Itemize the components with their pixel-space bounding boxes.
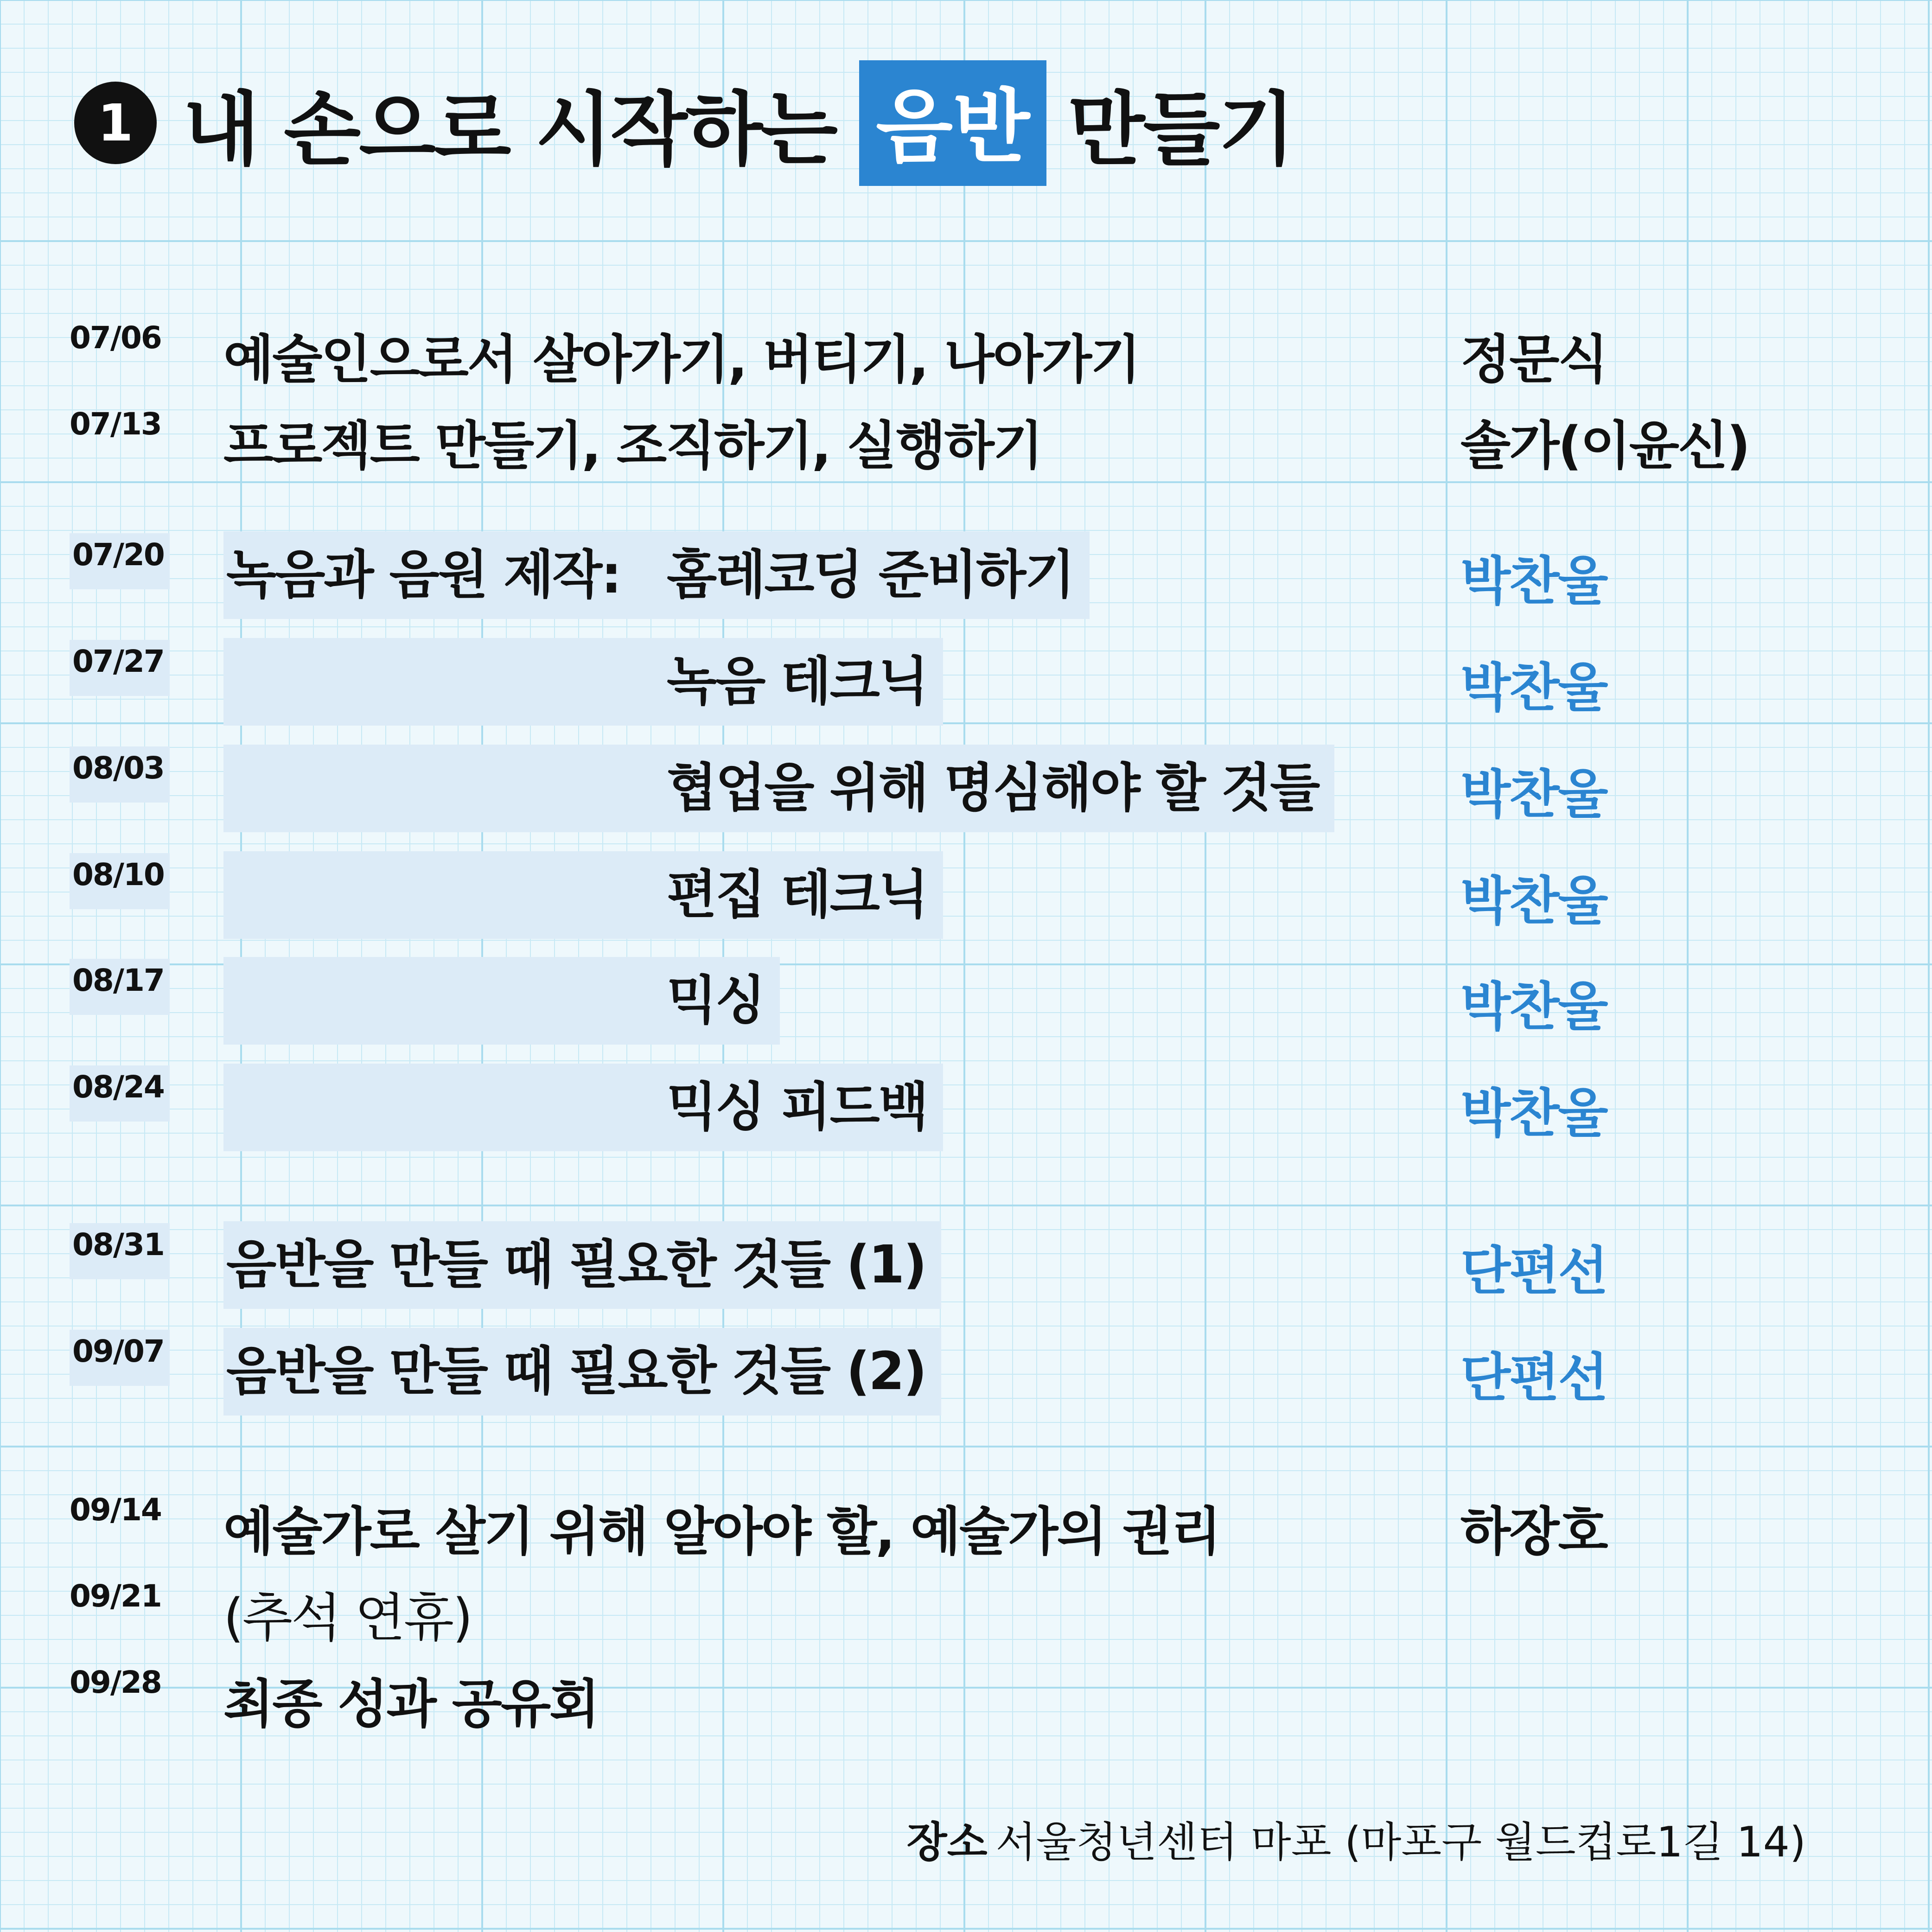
session-date: 09/07 (70, 1330, 170, 1386)
session-topic (223, 531, 1090, 619)
session-topic: 음반을 만들 때 필요한 것들 (1) (223, 1221, 941, 1309)
session-topic-title: 협업을 위해 명심해야 할 것들 (667, 758, 1319, 818)
session-speaker: 정문식 (1460, 330, 1607, 390)
session-topic: 예술가로 살기 위해 알아야 할, 예술가의 권리 (223, 1502, 1220, 1562)
venue-info (907, 1808, 1806, 1868)
session-topic-title: 편집 테크닉 (667, 865, 927, 925)
venue-address: 서울청년센터 마포 (마포구 월드컵로1길 14) (995, 1818, 1806, 1867)
session-topic-title: 홈레코딩 준비하기 (667, 545, 1074, 605)
title-highlight: 음반 (859, 60, 1046, 186)
session-speaker: 솔가(이윤신) (1460, 416, 1749, 476)
session-topic (223, 851, 943, 939)
session-topic (223, 1064, 943, 1151)
session-date: 08/24 (70, 1065, 170, 1122)
session-speaker: 단편선 (1460, 1348, 1607, 1408)
session-topic-title: 믹싱 피드백 (667, 1077, 927, 1137)
session-topic-prefix: 녹음과 음원 제작: (226, 545, 621, 605)
session-topic (223, 957, 780, 1045)
page-title (74, 65, 1294, 181)
session-topic-title: 녹음 테크닉 (667, 651, 927, 712)
session-speaker: 박찬울 (1460, 551, 1607, 612)
session-topic: (추석 연휴) (223, 1588, 472, 1648)
session-topic: 음반을 만들 때 필요한 것들 (2) (223, 1328, 941, 1416)
session-date: 09/14 (70, 1492, 161, 1528)
session-topic: 프로젝트 만들기, 조직하기, 실행하기 (223, 416, 1042, 476)
session-speaker: 단편선 (1460, 1241, 1607, 1301)
session-topic (223, 745, 1334, 832)
session-date: 07/27 (70, 640, 170, 696)
number-badge: 1 (74, 82, 157, 164)
session-speaker: 하장호 (1460, 1502, 1607, 1562)
session-topic: 예술인으로서 살아가기, 버티기, 나아가기 (223, 330, 1140, 390)
session-date: 08/31 (70, 1223, 170, 1279)
session-speaker: 박찬울 (1460, 765, 1607, 825)
session-speaker: 박찬울 (1460, 977, 1607, 1037)
session-speaker: 박찬울 (1460, 1084, 1607, 1144)
session-date: 09/28 (70, 1664, 161, 1700)
session-date: 07/06 (70, 320, 161, 356)
session-speaker: 박찬울 (1460, 658, 1607, 718)
session-speaker: 박찬울 (1460, 871, 1607, 931)
venue-label: 장소 (906, 1818, 988, 1867)
session-topic-title: 믹싱 (667, 970, 765, 1031)
session-date: 07/13 (70, 406, 161, 442)
session-date: 09/21 (70, 1578, 161, 1614)
title-text-after: 만들기 (1068, 83, 1294, 176)
session-date: 08/10 (70, 853, 170, 909)
session-topic: 최종 성과 공유회 (223, 1674, 599, 1734)
session-date: 08/03 (70, 746, 170, 803)
session-topic (223, 638, 943, 726)
session-date: 07/20 (70, 533, 170, 589)
session-date: 08/17 (70, 959, 170, 1015)
title-text-before: 내 손으로 시작하는 (183, 83, 836, 176)
